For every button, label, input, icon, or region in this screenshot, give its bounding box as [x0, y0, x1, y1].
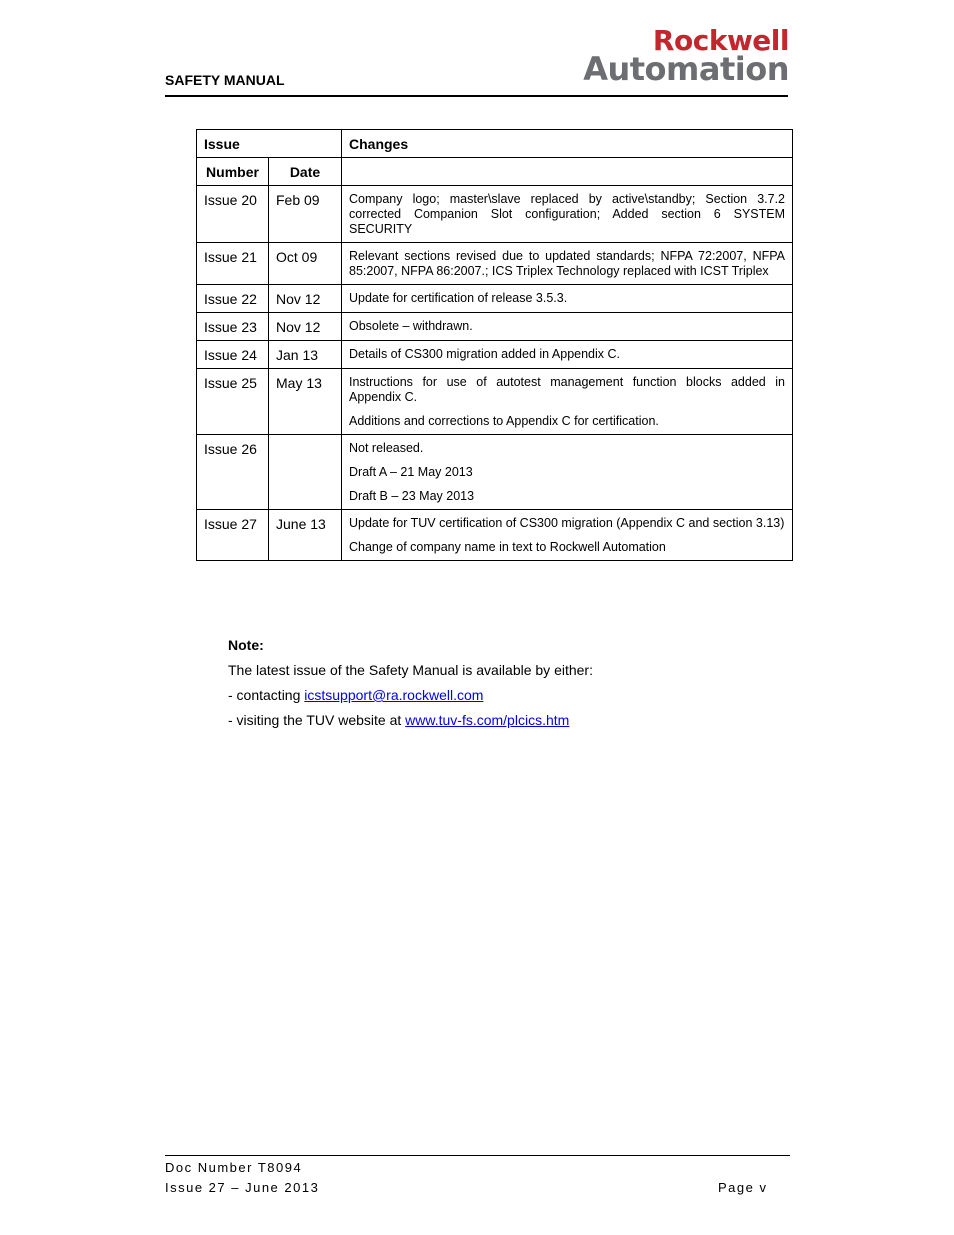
table-header-row	[197, 130, 793, 158]
issue-number-cell: Issue 27	[197, 510, 269, 561]
table-row	[197, 510, 793, 561]
note-contact-line	[228, 683, 593, 708]
issue-date-cell: Feb 09	[269, 186, 342, 243]
issue-number-cell: Issue 23	[197, 313, 269, 341]
footer-doc-number: Doc Number T8094	[165, 1160, 303, 1175]
footer-page-number: Page v	[718, 1180, 768, 1195]
change-entry: Company logo; master\slave replaced by active\standby; Section 3.7.2 corrected Companion Slot configuration; Added section 6 SYSTEM SECURITY	[349, 192, 785, 236]
issue-date-cell	[269, 435, 342, 510]
change-entry: Additions and corrections to Appendix C for certification.	[349, 414, 659, 428]
change-entry: Change of company name in text to Rockwell Automation	[349, 540, 666, 554]
logo-line-rockwell: Rockwell	[652, 24, 789, 57]
issue-number-cell: Issue 21	[197, 243, 269, 285]
change-entry: Obsolete – withdrawn.	[349, 319, 473, 333]
footer-issue: Issue 27 – June 2013	[165, 1180, 320, 1195]
issue-number-cell: Issue 20	[197, 186, 269, 243]
issue-date-cell: Oct 09	[269, 243, 342, 285]
empty-header-cell	[342, 158, 793, 186]
issue-date-cell: Nov 12	[269, 285, 342, 313]
changes-cell	[342, 186, 793, 243]
table-row	[197, 369, 793, 435]
note-intro-text: The latest issue of the Safety Manual is available by either:	[228, 662, 593, 678]
issue-number-cell: Issue 26	[197, 435, 269, 510]
table-row	[197, 285, 793, 313]
number-column-header: Number	[197, 158, 269, 186]
changes-column-header: Changes	[342, 130, 793, 158]
table-row	[197, 186, 793, 243]
issue-column-header: Issue	[197, 130, 342, 158]
date-column-header: Date	[269, 158, 342, 186]
change-entry: Draft A – 21 May 2013	[349, 465, 473, 479]
change-entry: Update for certification of release 3.5.3.	[349, 291, 568, 305]
change-entry: Draft B – 23 May 2013	[349, 489, 475, 503]
issue-number-cell: Issue 25	[197, 369, 269, 435]
change-entry: Details of CS300 migration added in Appendix C.	[349, 347, 620, 361]
changes-cell	[342, 435, 793, 510]
changes-cell	[342, 369, 793, 435]
change-entry: Instructions for use of autotest management function blocks added in Appendix C.	[349, 375, 785, 404]
table-row	[197, 243, 793, 285]
change-entry: Not released.	[349, 441, 424, 455]
changes-cell	[342, 313, 793, 341]
logo-line-automation: Automation	[583, 50, 789, 88]
issue-date-cell: June 13	[269, 510, 342, 561]
document-header-title: SAFETY MANUAL	[165, 72, 285, 88]
note-heading: Note:	[228, 637, 264, 653]
table-row	[197, 341, 793, 369]
support-email-link[interactable]: icstsupport@ra.rockwell.com	[304, 687, 484, 703]
tuv-website-link[interactable]: www.tuv-fs.com/plcics.htm	[405, 712, 570, 728]
rockwell-automation-logo	[553, 26, 789, 86]
table-subheader-row	[197, 158, 793, 186]
revision-history-table	[196, 129, 793, 561]
issue-date-cell: May 13	[269, 369, 342, 435]
contact-prefix: - contacting	[228, 687, 305, 703]
changes-cell	[342, 341, 793, 369]
footer-left	[165, 1158, 319, 1198]
changes-cell	[342, 285, 793, 313]
issue-number-cell: Issue 24	[197, 341, 269, 369]
footer-divider	[165, 1155, 790, 1156]
issue-number-cell: Issue 22	[197, 285, 269, 313]
note-section	[228, 633, 593, 733]
change-entry: Update for TUV certification of CS300 migration (Appendix C and section 3.13)	[349, 516, 785, 530]
changes-cell	[342, 510, 793, 561]
table-row	[197, 313, 793, 341]
change-entry: Relevant sections revised due to updated standards; NFPA 72:2007, NFPA 85:2007, NFPA 86:2007.; ICS Triplex Technology replaced with ICST Triplex	[349, 249, 785, 278]
note-website-line	[228, 708, 593, 733]
table-row	[197, 435, 793, 510]
website-prefix: - visiting the TUV website at	[228, 712, 406, 728]
issue-date-cell: Jan 13	[269, 341, 342, 369]
changes-cell	[342, 243, 793, 285]
header-divider	[165, 95, 788, 97]
issue-date-cell: Nov 12	[269, 313, 342, 341]
